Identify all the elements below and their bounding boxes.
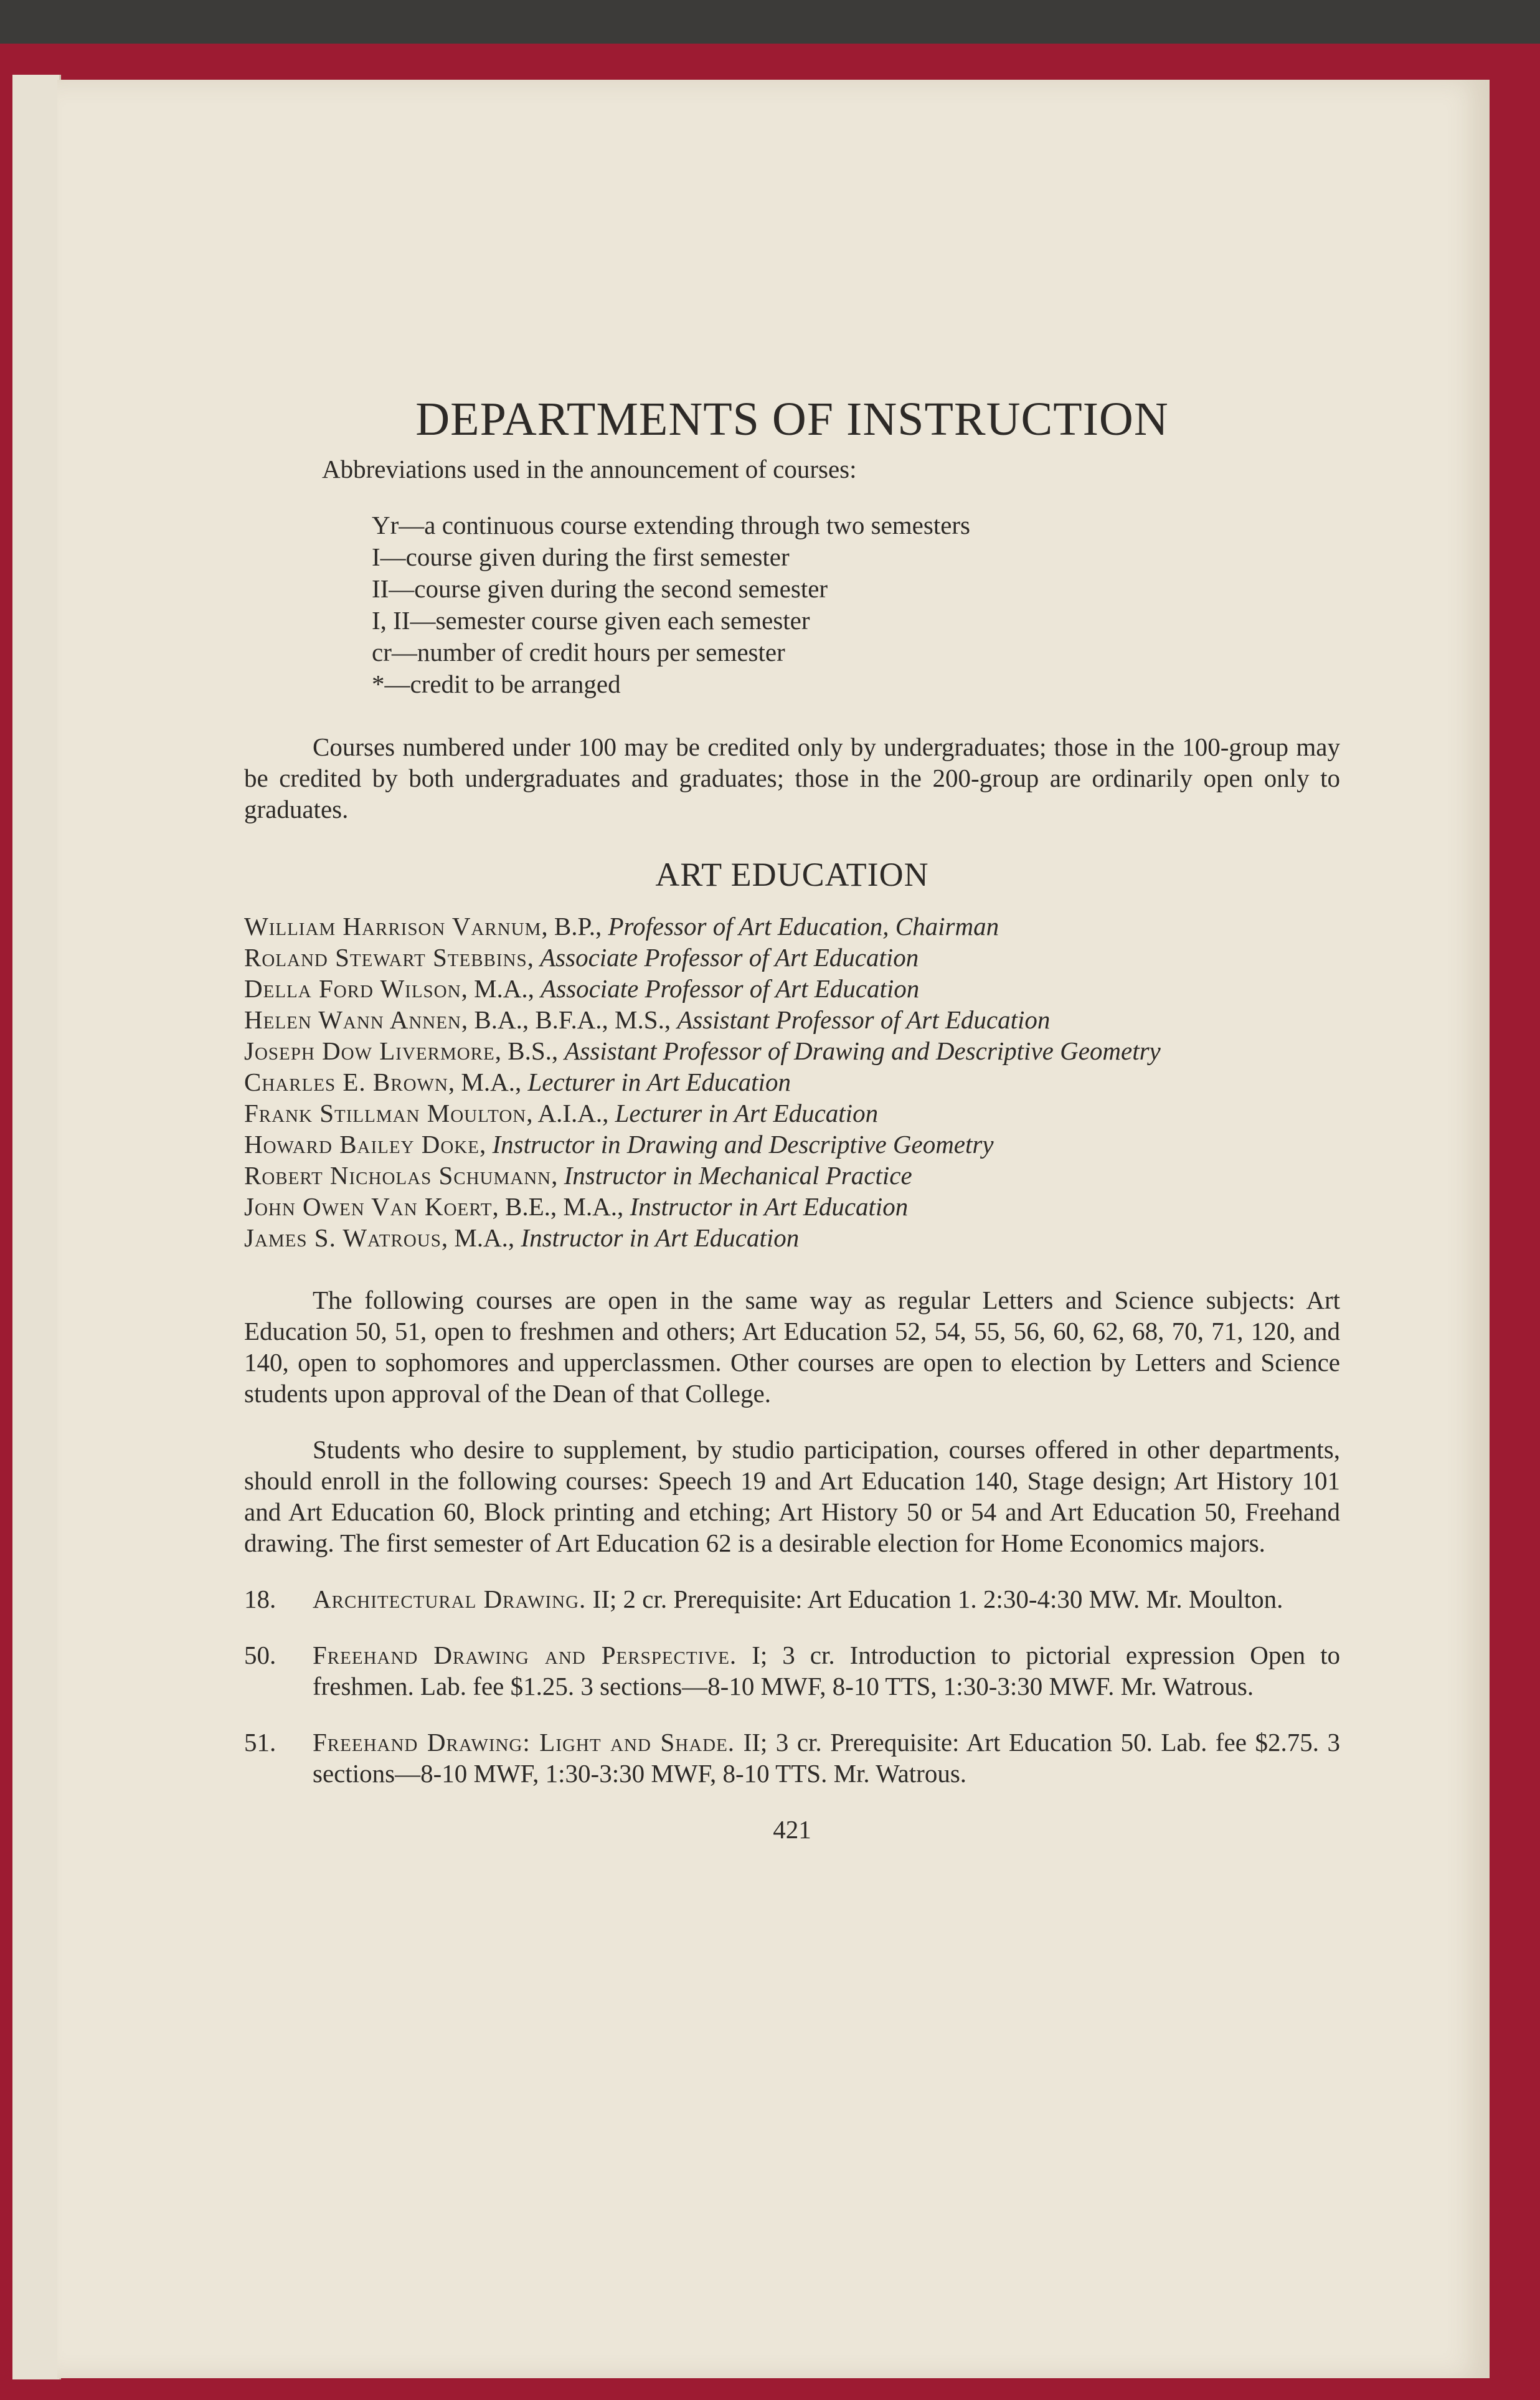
faculty-entry (244, 942, 1340, 973)
book-page (57, 80, 1490, 2378)
faculty-title: Professor of Art Education, Chairman (608, 912, 999, 941)
faculty-name: Robert Nicholas Schumann (244, 1161, 552, 1190)
faculty-entry (244, 1222, 1340, 1253)
abbreviations-intro: Abbreviations used in the announcement of courses: (322, 455, 857, 483)
course-description (313, 1639, 1340, 1702)
course-description (313, 1727, 1340, 1789)
faculty-degree: , B.E., M.A., (492, 1192, 630, 1221)
faculty-degree: , M.A., (441, 1223, 521, 1252)
faculty-name: Della Ford Wilson (244, 974, 461, 1003)
faculty-entry (244, 1066, 1340, 1098)
course-details: II; 2 cr. Prerequisite: Art Education 1. 2:30-4:30 MW. Mr. Moulton. (586, 1585, 1283, 1613)
faculty-name: William Harrison Varnum (244, 912, 542, 941)
faculty-name: Joseph Dow Livermore (244, 1036, 495, 1065)
abbreviation-item: *—credit to be arranged (372, 670, 621, 698)
course-name: Architectural Drawing. (313, 1585, 587, 1613)
course-name: Freehand Drawing: Light and Shade. (313, 1728, 735, 1757)
faculty-entry (244, 1191, 1340, 1222)
faculty-name: Charles E. Brown (244, 1068, 448, 1096)
faculty-entry (244, 911, 1340, 942)
faculty-title: Assistant Professor of Art Education (677, 1005, 1051, 1034)
supplement-paragraph: Students who desire to supplement, by studio participation, courses offered in other departments, should enroll in the following courses: Speech 19 and Art Education 140, Stage design; Art History 101 and Art Education 60, Block printing and etching; Art History 50 or 54 and Art Education 50, Freehand drawing. The first semester of Art Education 62 is a desirable election for Home Economics majors. (244, 1435, 1340, 1557)
faculty-title: Instructor in Drawing and Descriptive Geometry (492, 1130, 994, 1159)
faculty-title: Lecturer in Art Education (527, 1068, 791, 1096)
course-description (313, 1583, 1340, 1615)
faculty-entry (244, 1160, 1340, 1191)
abbreviation-item: cr—number of credit hours per semester (372, 638, 785, 666)
section-title: ART EDUCATION (655, 856, 929, 893)
faculty-entry (244, 1035, 1340, 1066)
page-content (244, 391, 1340, 1845)
abbreviation-item: I—course given during the first semester (372, 543, 790, 571)
course-number: 18. (244, 1585, 276, 1613)
faculty-degree: , M.A., (448, 1068, 528, 1096)
faculty-entry (244, 1129, 1340, 1160)
abbreviation-item: II—course given during the second semester (372, 574, 828, 603)
faculty-title: Assistant Professor of Drawing and Descriptive Geometry (564, 1036, 1161, 1065)
faculty-degree: , B.P., (541, 912, 608, 941)
faculty-degree: , B.A., B.F.A., M.S., (461, 1005, 678, 1034)
course-name: Freehand Drawing and Perspective. (313, 1641, 737, 1669)
faculty-name: Helen Wann Annen (244, 1005, 461, 1034)
course-number: 51. (244, 1728, 276, 1757)
course-entry (244, 1583, 1340, 1615)
faculty-degree: , (479, 1130, 493, 1159)
faculty-name: James S. Watrous (244, 1223, 442, 1252)
course-number: 50. (244, 1641, 276, 1669)
page-number: 421 (773, 1815, 811, 1844)
faculty-title: Instructor in Art Education (630, 1192, 909, 1221)
faculty-name: Frank Stillman Moulton (244, 1099, 527, 1127)
faculty-title: Instructor in Art Education (521, 1223, 800, 1252)
faculty-degree: , (551, 1161, 564, 1190)
faculty-title: Instructor in Mechanical Practice (564, 1161, 912, 1190)
course-entry (244, 1639, 1340, 1702)
faculty-name: Roland Stewart Stebbins (244, 943, 527, 972)
abbreviations-list (372, 510, 1340, 700)
page-heading: DEPARTMENTS OF INSTRUCTION (415, 393, 1169, 445)
faculty-entry (244, 1098, 1340, 1129)
faculty-entry (244, 973, 1340, 1004)
faculty-degree: , (527, 943, 541, 972)
faculty-degree: , M.A., (461, 974, 541, 1003)
facing-page-edge (12, 75, 61, 2379)
faculty-title: Associate Professor of Art Education (541, 974, 920, 1003)
faculty-list (244, 911, 1340, 1253)
abbreviation-item: Yr—a continuous course extending through two semesters (372, 511, 971, 539)
faculty-degree: , A.I.A., (526, 1099, 615, 1127)
faculty-entry (244, 1004, 1340, 1035)
faculty-title: Lecturer in Art Education (615, 1099, 879, 1127)
course-details: II; 3 cr. Prerequisite: Art Education 50. Lab. fee $2.75. 3 sections—8-10 MWF, 1:30-3:30 MWF, 8-10 TTS. Mr. Watrous. (313, 1728, 1341, 1788)
faculty-name: Howard Bailey Doke (244, 1130, 479, 1159)
faculty-degree: , B.S., (494, 1036, 565, 1065)
abbreviation-item: I, II—semester course given each semester (372, 606, 810, 635)
course-numbering-note: Courses numbered under 100 may be credited only by undergraduates; those in the 100-group may be credited by both undergraduates and graduates; those in the 200-group are ordinarily open only to graduates. (244, 733, 1340, 823)
faculty-name: John Owen Van Koert (244, 1192, 493, 1221)
enrollment-paragraph: The following courses are open in the same way as regular Letters and Science subjects: Art Education 50, 51, open to freshmen and others; Art Education 52, 54, 55, 56, 60, 62, 68, 70, 71, 120, and 140, open to sophomores and upperclassmen. Other courses are open to election by Letters and Science students upon approval of the Dean of that College. (244, 1286, 1340, 1408)
course-entry (244, 1727, 1340, 1789)
faculty-title: Associate Professor of Art Education (540, 943, 919, 972)
course-details: I; 3 cr. Introduction to pictorial expression Open to freshmen. Lab. fee $1.25. 3 sections—8-10 MWF, 8-10 TTS, 1:30-3:30 MWF. Mr. Watrous. (313, 1641, 1340, 1700)
